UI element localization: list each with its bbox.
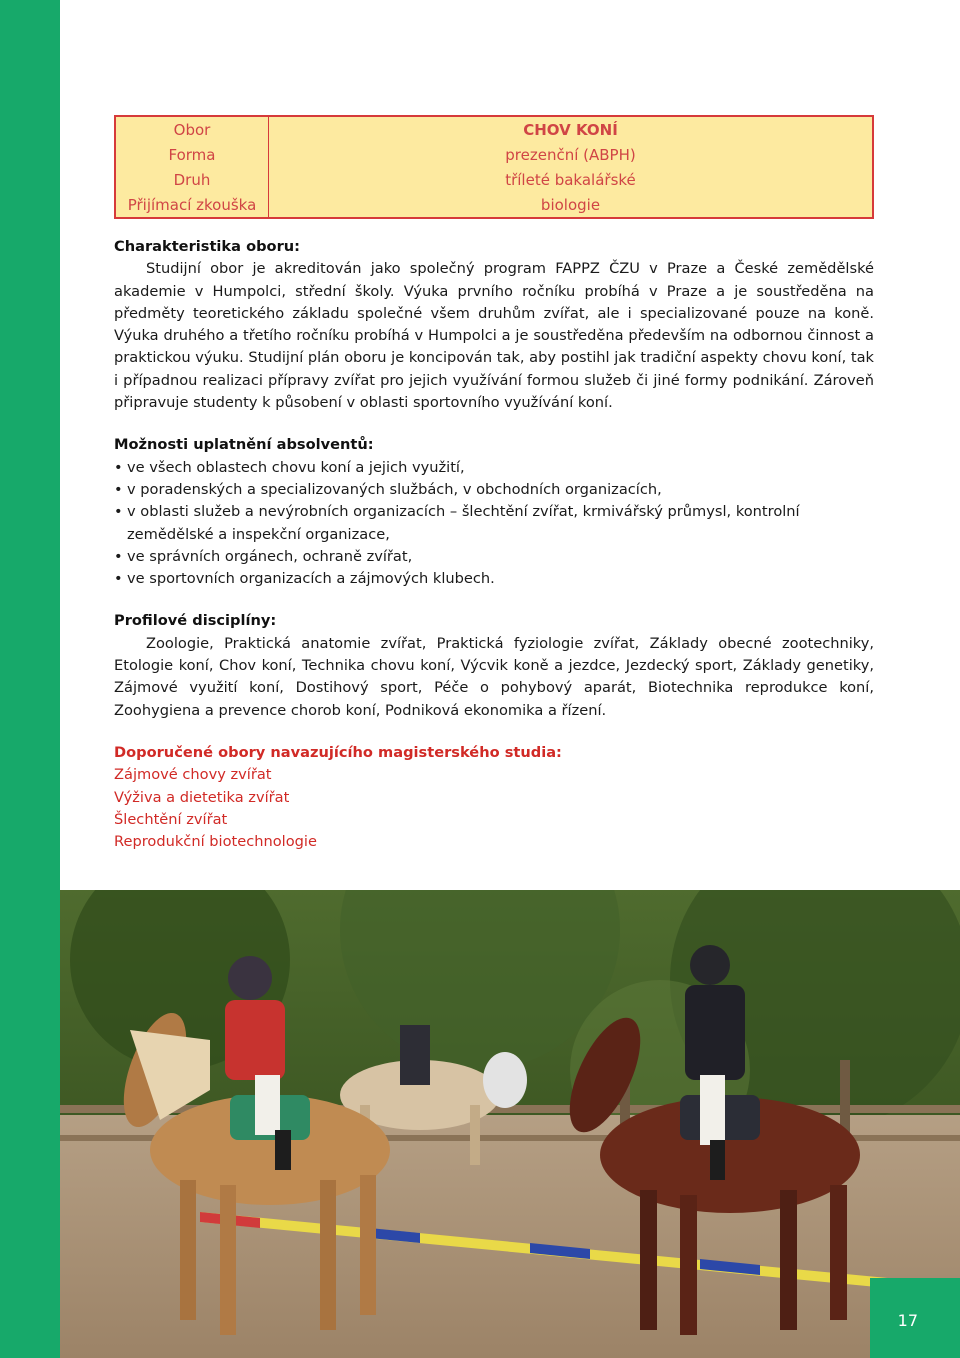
list-item: Šlechtění zvířat	[114, 810, 228, 828]
list-item: • v poradenských a specializovaných službách, v obchodních organizacích,	[114, 479, 874, 501]
table-row	[115, 167, 873, 192]
row-label: Obor	[115, 116, 269, 142]
table-row	[115, 192, 873, 218]
characteristics-text: Studijní obor je akreditován jako společný program FAPPZ ČZU v Praze a České zemědělské akademie v Humpolci, střední školy. Výuka prvního ročníku probíhá v Praze a je soustředěna na předměty teoretického základu společné všem druhům zvířat, ale i specializované pouze na koně. Výuka druhého a třetího ročníku probíhá v Humpolci a je soustředěna především na odbornou činnost a praktickou výuku. Studijní plán oboru je koncipován tak, aby postihl jak tradiční aspekty chovu koní, tak i případnou realizaci přípravy zvířat pro jejich využívání formou služeb či jiné formy podnikání. Zároveň připravuje studenty k působení v oblasti sportovního využívání koní.	[114, 260, 874, 412]
profile-disciplines-section	[114, 610, 874, 721]
row-label: Druh	[115, 167, 269, 192]
row-value: prezenční (ABPH)	[505, 145, 636, 164]
table-row	[115, 116, 873, 142]
disciplines-text: Zoologie, Praktická anatomie zvířat, Praktická fyziologie zvířat, Základy obecné zootechniky, Etologie koní, Chov koní, Technika chovu koní, Výcvik koně a jezdce, Jezdecký sport, Základy genetiky, Zájmové využití koní, Dostihový sport, Péče o pohybový aparát, Biotechnika reprodukce koní, Zoohygiena a prevence chorob koní, Podniková ekonomika a řízení.	[114, 634, 874, 719]
list-item: Reprodukční biotechnologie	[114, 833, 317, 851]
list-item: • ve všech oblastech chovu koní a jejich využití,	[114, 457, 874, 479]
section-heading: Charakteristika oboru:	[114, 238, 300, 255]
list-item: • ve správních orgánech, ochraně zvířat,	[114, 546, 874, 568]
row-value: biologie	[540, 195, 601, 214]
green-side-bar	[0, 0, 60, 1358]
study-info-table	[114, 115, 874, 219]
list-item: Výživa a dietetika zvířat	[114, 788, 290, 806]
section-heading: Doporučené obory navazujícího magisterského studia:	[114, 743, 562, 761]
main-content	[114, 236, 874, 873]
graduate-options-section	[114, 434, 874, 590]
section-heading: Možnosti uplatnění absolventů:	[114, 436, 374, 454]
page-number: 17	[897, 1311, 918, 1330]
row-label: Přijímací zkouška	[115, 192, 269, 218]
recommended-programs-section	[114, 742, 874, 853]
list-item: • v oblasti služeb a nevýrobních organizacích – šlechtění zvířat, krmivářský průmysl, kontrolní zemědělské a inspekční organizace,	[114, 501, 874, 546]
characteristics-section	[114, 236, 874, 414]
row-label: Forma	[115, 142, 269, 167]
row-value: CHOV KONÍ	[523, 120, 618, 139]
section-heading: Profilové disciplíny:	[114, 612, 277, 630]
options-list	[114, 457, 874, 591]
list-item: Zájmové chovy zvířat	[114, 766, 272, 784]
horse-riding-photo	[60, 890, 960, 1358]
table-row	[115, 142, 873, 167]
list-item: • ve sportovních organizacích a zájmových klubech.	[114, 568, 874, 590]
row-value: tříleté bakalářské	[505, 170, 636, 189]
